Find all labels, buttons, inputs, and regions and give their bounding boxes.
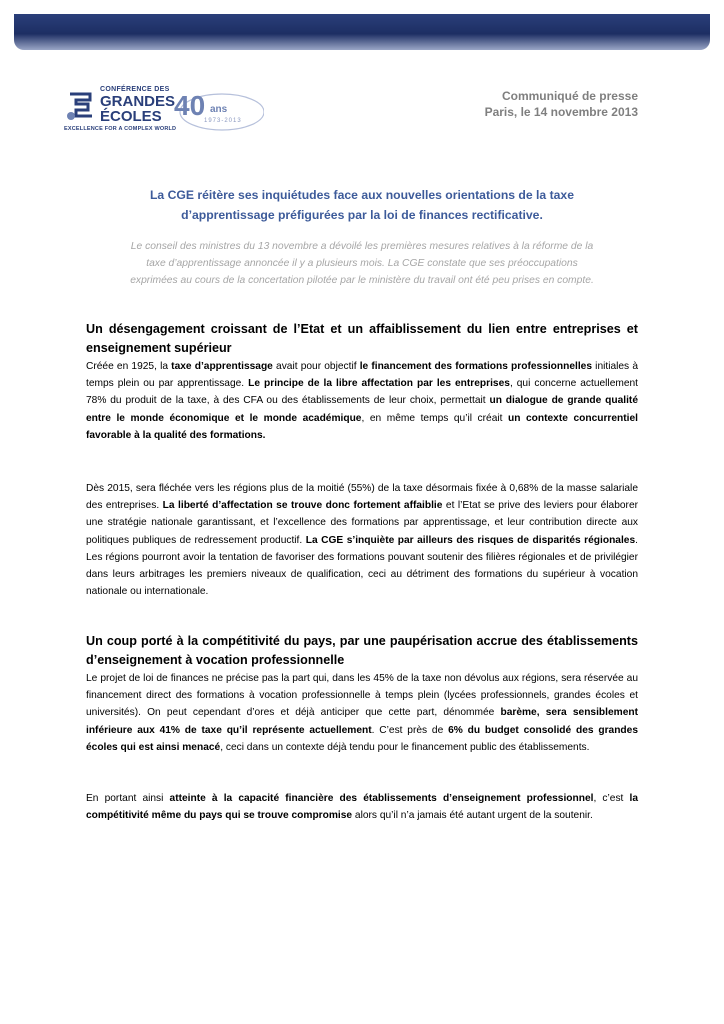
lead-line-3: exprimées au cours de la concertation pilotée par le ministère du travail ont été peu prises en compte. <box>130 275 594 286</box>
title-line-2: d’apprentissage préfigurées par la loi de finances rectificative. <box>181 208 543 222</box>
text-run: Créée en 1925, la <box>86 361 172 372</box>
press-header <box>485 88 638 120</box>
bold-text-run: 6% du budget consolidé des grandes écoles qui est ainsi menacé <box>86 724 638 753</box>
logo-line-1: CONFÉRENCE DES <box>100 86 170 93</box>
text-run: alors qu’il n’a jamais été autant urgent de la soutenir. <box>352 810 593 822</box>
cge-emblem-icon <box>64 88 96 122</box>
anniversary-years: 1973-2013 <box>204 118 242 124</box>
bold-text-run: atteinte à la capacité financière des établissements d’enseignement professionnel <box>169 793 594 804</box>
lead-line-1: Le conseil des ministres du 13 novembre a dévoilé les premières mesures relatives à la réforme de la <box>130 241 594 252</box>
lead-line-2: taxe d’apprentissage annoncée il y a plusieurs mois. La CGE constate que ses préoccupations <box>146 258 578 269</box>
section1-heading: Un désengagement croissant de l’Etat et un affaiblissement du lien entre entreprises et enseignement supérieur <box>86 322 638 355</box>
logo-line-2: GRANDES <box>100 93 176 110</box>
logo-line-3: ÉCOLES <box>100 108 162 125</box>
bold-text-run: la compétitivité même du pays qui se trouve compromise <box>86 793 639 822</box>
cge-logo <box>64 84 264 140</box>
text-run: Le projet de loi de finances ne précise pas la part qui, dans les 45% de la taxe non dévolus aux régions, sera réservée au financement direct des formations à vocation professionnelle à temps plein (lycées professionnels, grandes écoles et universités). On peut cependant d’ores et déjà anticiper que cette part, dénommée <box>86 673 638 719</box>
bold-text-run: Le principe de la libre affectation par les entreprises <box>248 378 510 390</box>
press-kind: Communiqué de presse <box>501 89 638 103</box>
section1-paragraph-2 <box>86 480 638 600</box>
text-run: , c’est <box>593 793 630 804</box>
bold-text-run: un contexte concurrentiel favorable à la qualité des formations. <box>86 412 638 441</box>
text-run: En portant ainsi <box>86 793 170 804</box>
bold-text-run: barème, sera sensiblement inférieure aux 41% de taxe qu’il représente actuellement <box>86 707 638 736</box>
text-run: , qui concerne actuellement 78% du produit de la taxe, à des CFA ou des établissements de leur choix, permettait <box>86 378 639 407</box>
section1-paragraph-1 <box>86 358 638 444</box>
text-run: . C’est près de <box>371 724 449 736</box>
text-run: Dès 2015, sera fléchée vers les régions plus de la moitié (55%) de la taxe désormais fixée à 0,68% de la masse salariale des entreprises. <box>86 483 638 512</box>
section2-paragraph-1 <box>86 670 638 756</box>
bold-text-run: un dialogue de grande qualité entre le monde économique et le monde académique <box>86 395 638 424</box>
text-run: et l’Etat se prive des leviers pour élaborer une stratégie nationale garantissant, et l’excellence des formations par apprentissage, et leur contribution directe aux politiques publiques de redressement productif. <box>86 500 638 546</box>
text-run: , en même temps qu’il créait <box>361 412 509 424</box>
section2-paragraph-2 <box>86 790 638 824</box>
anniversary-word: ans <box>210 104 228 115</box>
press-place-date: Paris, le 14 novembre 2013 <box>484 105 638 119</box>
text-run: initiales à temps plein ou par apprentissage. <box>86 361 638 390</box>
text-run: avait pour objectif <box>272 361 360 372</box>
anniversary-number: 40 <box>174 90 206 121</box>
logo-tagline: EXCELLENCE FOR A COMPLEX WORLD <box>64 126 177 132</box>
bold-text-run: taxe d’apprentissage <box>171 361 273 372</box>
page-title <box>92 185 632 225</box>
text-run: . Les régions pourront avoir la tentation de favoriser des formations pouvant soutenir des filières régionales et de privilégier dans leurs arbitrages les premiers niveaux de qualification, ceci au détriment des formations du supérieur à vocation nationale ou internationale. <box>86 534 638 598</box>
text-run: , ceci dans un contexte déjà tendu pour le financement public des établissements. <box>220 741 590 753</box>
lead-paragraph <box>86 238 638 289</box>
section2-heading: Un coup porté à la compétitivité du pays, par une paupérisation accrue des établissements d’enseignement à vocation professionnelle <box>86 634 638 667</box>
bold-text-run: La CGE s’inquiète par ailleurs des risques de disparités régionales <box>305 534 636 546</box>
title-line-1: La CGE réitère ses inquiétudes face aux nouvelles orientations de la taxe <box>149 188 574 202</box>
header-banner <box>14 14 710 50</box>
bold-text-run: La liberté d’affectation se trouve donc fortement affaiblie <box>162 500 443 512</box>
bold-text-run: le financement des formations professionnelles <box>359 361 593 372</box>
